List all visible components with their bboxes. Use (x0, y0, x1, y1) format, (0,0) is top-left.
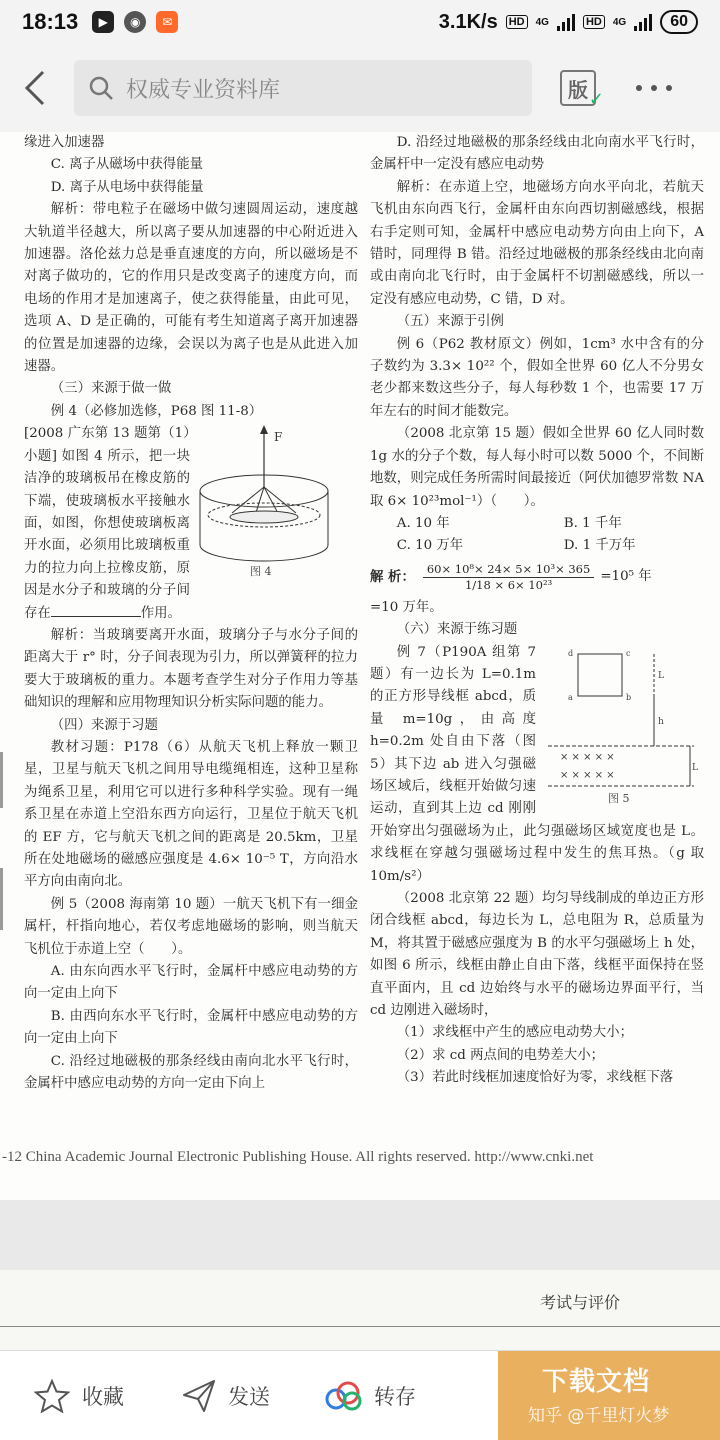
svg-text:L: L (658, 670, 664, 681)
figure-5-coil-in-field (544, 646, 704, 806)
option: D. 1 千万年 (563, 538, 636, 554)
example-4-text: [2008 广东第 13 题第（1）小题] 如图 4 所示，把一块洁净的玻璃板吊在橡皮筋的下端，使玻璃板水平接触水面，如图，你想使玻璃板离开水面，必须用比玻璃板重力的拉力向上拉橡皮筋，原因是水分子和玻璃的分子间存在 作用。 (24, 426, 190, 621)
download-label: 下载文档 (542, 1367, 651, 1397)
figure-5-caption: 图 5 (608, 791, 630, 805)
doc-paragraph: C. 离子从磁场中获得能量 (50, 157, 203, 173)
star-icon (34, 1379, 70, 1413)
next-page-title: 考试与评价 (539, 1293, 620, 1312)
status-right (439, 10, 698, 34)
calc-numerator: 60× 10⁸× 24× 5× 10³× 365 (423, 562, 594, 578)
example-6-options (370, 513, 704, 558)
document-page (0, 132, 720, 1200)
network-type: 4G (535, 16, 549, 28)
signal-icon (557, 13, 575, 31)
option: B. 1 千年 (563, 515, 622, 531)
doc-paragraph: 解析：当玻璃要离开水面，玻璃分子与水分子间的距离大于 r° 时，分子间表现为引力，所以弹簧秤的拉力要大于玻璃板的重力。本题考查学生对分子作用力等基础知识的理解和应用物理知识分析实际问题的能力。 (24, 627, 358, 711)
bottom-action-bar (0, 1350, 720, 1440)
example-7-text: 例 7（P190A 组第 7 题）有一边长为 L=0.1m 的正方形导线框 abcd，质量 m=10g，由高度 h=0.2m 处自由下落（图 5）其下边 ab 进入匀强磁场区域后，线框开始做匀速运动，直到其上边 cd 刚刚开始穿出匀强磁场为止，此匀强磁场区域宽度也是 L。求线框在穿越匀强磁场过程中发生的焦耳热。（g 取 10m/s²） (370, 644, 704, 884)
send-button[interactable] (182, 1379, 270, 1413)
battery-icon: 60 (660, 10, 698, 34)
calc-label: 解 析： (370, 569, 415, 586)
doc-paragraph: D. 离子从电场中获得能量 (50, 179, 204, 195)
save-to-cloud-button[interactable] (324, 1381, 416, 1411)
top-toolbar (0, 44, 720, 132)
watermark: 知乎 @千里灯火梦 (528, 1406, 670, 1426)
media-app-icon: ▶ (92, 11, 114, 33)
doc-paragraph: （六）来源于练习题 (396, 622, 518, 638)
doc-paragraph: （2）求 cd 两点间的电势差大小； (396, 1047, 604, 1063)
next-page-rule (0, 1326, 720, 1327)
doc-paragraph: B. 由西向东水平飞行时，金属杆中感应电动势的方向一定由上向下 (24, 1008, 358, 1047)
camera-app-icon: ◉ (124, 11, 146, 33)
left-column (24, 132, 358, 1095)
doc-paragraph: 例 6（P62 教材原文）例如，1cm³ 水中含有的分子数约为 3.3× 10²² 个，假如全世界 60 亿人不分男女老少都来数这些分子，每人每秒数 1 个，也需要 17 万年左右的时间才能数完。 (370, 336, 704, 419)
doc-paragraph: （四）来源于习题 (50, 717, 158, 733)
svg-text:a: a (568, 692, 573, 702)
svg-text:L: L (692, 762, 698, 773)
cloud-save-icon (324, 1381, 362, 1411)
signal-icon-2 (634, 13, 652, 31)
favorite-button[interactable] (34, 1379, 124, 1413)
svg-text:h: h (658, 716, 664, 727)
calculation (370, 562, 704, 593)
calc-denominator: 1/18 × 6× 10²³ (464, 577, 553, 592)
doc-paragraph: 解析：带电粒子在磁场中做匀速圆周运动，速度越大轨道半径越大，所以离子要从加速器的中心附近进入加速器。洛伦兹力总是垂直速度的方向，所以磁场是不对离子做功的，它的作用只是改变离子的速度方向，而电场的作用才是加速离子，使之获得能量，由此可见，选项 A、D 是正确的，可能有考生知道离子离开加速器的位置是加速器的边缘，会误以为离子也是从此进入加速器。 (24, 202, 358, 375)
doc-paragraph: A. 由东向西水平飞行时，金属杆中感应电动势的方向一定由上向下 (24, 964, 358, 1002)
search-placeholder: 权威专业资料库 (126, 77, 281, 103)
doc-paragraph: （1）求线框中产生的感应电动势大小； (396, 1025, 633, 1041)
back-arrow-icon (23, 70, 47, 106)
doc-paragraph: C. 沿经过地磁极的那条经线由南向北水平飞行时，金属杆中感应电动势的方向一定由下向上 (24, 1053, 358, 1092)
save-label: 转存 (374, 1384, 416, 1409)
download-button[interactable] (498, 1351, 720, 1440)
doc-paragraph: 缘进入加速器 (24, 135, 105, 150)
margin-marker (0, 752, 3, 808)
right-column (370, 132, 704, 1090)
svg-text:c: c (626, 648, 631, 658)
send-label: 发送 (228, 1384, 270, 1409)
version-label: 版 (568, 77, 588, 102)
more-menu-button[interactable] (636, 85, 672, 91)
version-button[interactable] (558, 68, 602, 108)
example-4 (24, 423, 358, 625)
margin-marker (0, 868, 3, 930)
next-page (0, 1270, 720, 1350)
hd-badge-2: HD (583, 15, 605, 29)
hd-badge: HD (506, 15, 528, 29)
doc-paragraph: D. 沿经过地磁极的那条经线由北向南水平飞行时，金属杆中一定没有感应电动势 (370, 135, 704, 173)
calc-tail: =10 万年。 (370, 599, 443, 615)
calc-result: =10⁵ 年 (600, 569, 652, 585)
doc-paragraph: 教材习题：P178（6）从航天飞机上释放一颗卫星，卫星与航天飞机之间用导电缆绳相连，这种卫星称为绳系卫星，利用它可以进行多种科学实验。现有一绳系卫星在赤道上空沿东西方向运行，卫星位于航天飞机的 EF 方，它与航天飞机之间的距离是 20.5km，卫星所在处地磁场的磁感应强度是 4.6× 10⁻⁵ T，方向沿水平方向由南向北。 (24, 739, 358, 890)
check-icon: ✓ (588, 89, 604, 110)
example-7 (370, 642, 704, 888)
svg-text:d: d (568, 648, 574, 658)
doc-paragraph: 解析：在赤道上空，地磁场方向水平向北，若航天飞机由东向西飞行，金属杆由东向西切割磁感线，根据右手定则可知，金属杆中感应电动势方向由上向下，A 错时，同理得 B 错。沿经过地磁极的那条经线由北向南或由南向北飞行时，由于金属杆不切割磁感线，所以一定没有感应电动势，C 错，D 对。 (370, 179, 704, 307)
network-speed: 3.1K/s (438, 10, 498, 33)
doc-paragraph: （2008 北京第 22 题）均匀导线制成的单边正方形闭合线框 abcd，每边长为 L，总电阻为 R，总质量为 M，将其置于磁感应强度为 B 的水平匀强磁场上 h 处，如图 6 所示，线框由静止自由下落，线框平面保持在竖直平面内，且 cd 边始终与水平的磁场边界面平行，当 cd 边刚进入磁场时， (370, 891, 704, 1019)
doc-paragraph: （五）来源于引例 (396, 314, 504, 330)
send-icon (182, 1379, 216, 1413)
status-bar (0, 0, 720, 44)
doc-paragraph: 例 5（2008 海南第 10 题）一航天飞机下有一细金属杆，杆指向地心，若仅考虑地磁场的影响，则当航天飞机位于赤道上空（ ）。 (24, 896, 358, 957)
svg-text:b: b (626, 692, 632, 702)
copyright-footer: -12 China Academic Journal Electronic Publishing House. All rights reserved. http://www.cnki.net (2, 1149, 594, 1165)
back-button[interactable] (0, 44, 70, 132)
calc-fraction (423, 562, 594, 593)
doc-paragraph: （三）来源于做一做 (50, 381, 172, 397)
figure-4-caption: 图 4 (250, 565, 272, 579)
figure-4-glass-plate (198, 425, 358, 583)
network-type-2: 4G (612, 16, 627, 28)
doc-paragraph: 例 4（必修加选修，P68 图 11-8） (50, 403, 263, 419)
search-icon (88, 75, 114, 101)
favorite-label: 收藏 (82, 1384, 124, 1409)
search-box[interactable] (74, 60, 532, 116)
option: A. 10 年 (396, 515, 450, 531)
force-label: F (274, 430, 283, 445)
option: C. 10 万年 (396, 538, 464, 554)
page-gap (0, 1200, 720, 1270)
svg-text:× × × × ×: × × × × × (560, 769, 615, 781)
doc-paragraph: （2008 北京第 15 题）假如全世界 60 亿人同时数 1g 水的分子个数，每人每小时可以数 5000 个，不间断地数，则完成任务所需时间最接近（阿伏加德罗常数 NA 取 6× 10²³mol⁻¹）（ ）。 (370, 426, 704, 509)
svg-text:× × × × ×: × × × × × (560, 751, 615, 763)
status-time: 18:13 (22, 9, 79, 34)
notification-app-icon: ✉ (156, 11, 178, 33)
doc-paragraph: （3）若此时线框加速度恰好为零，求线框下落 (396, 1070, 674, 1086)
